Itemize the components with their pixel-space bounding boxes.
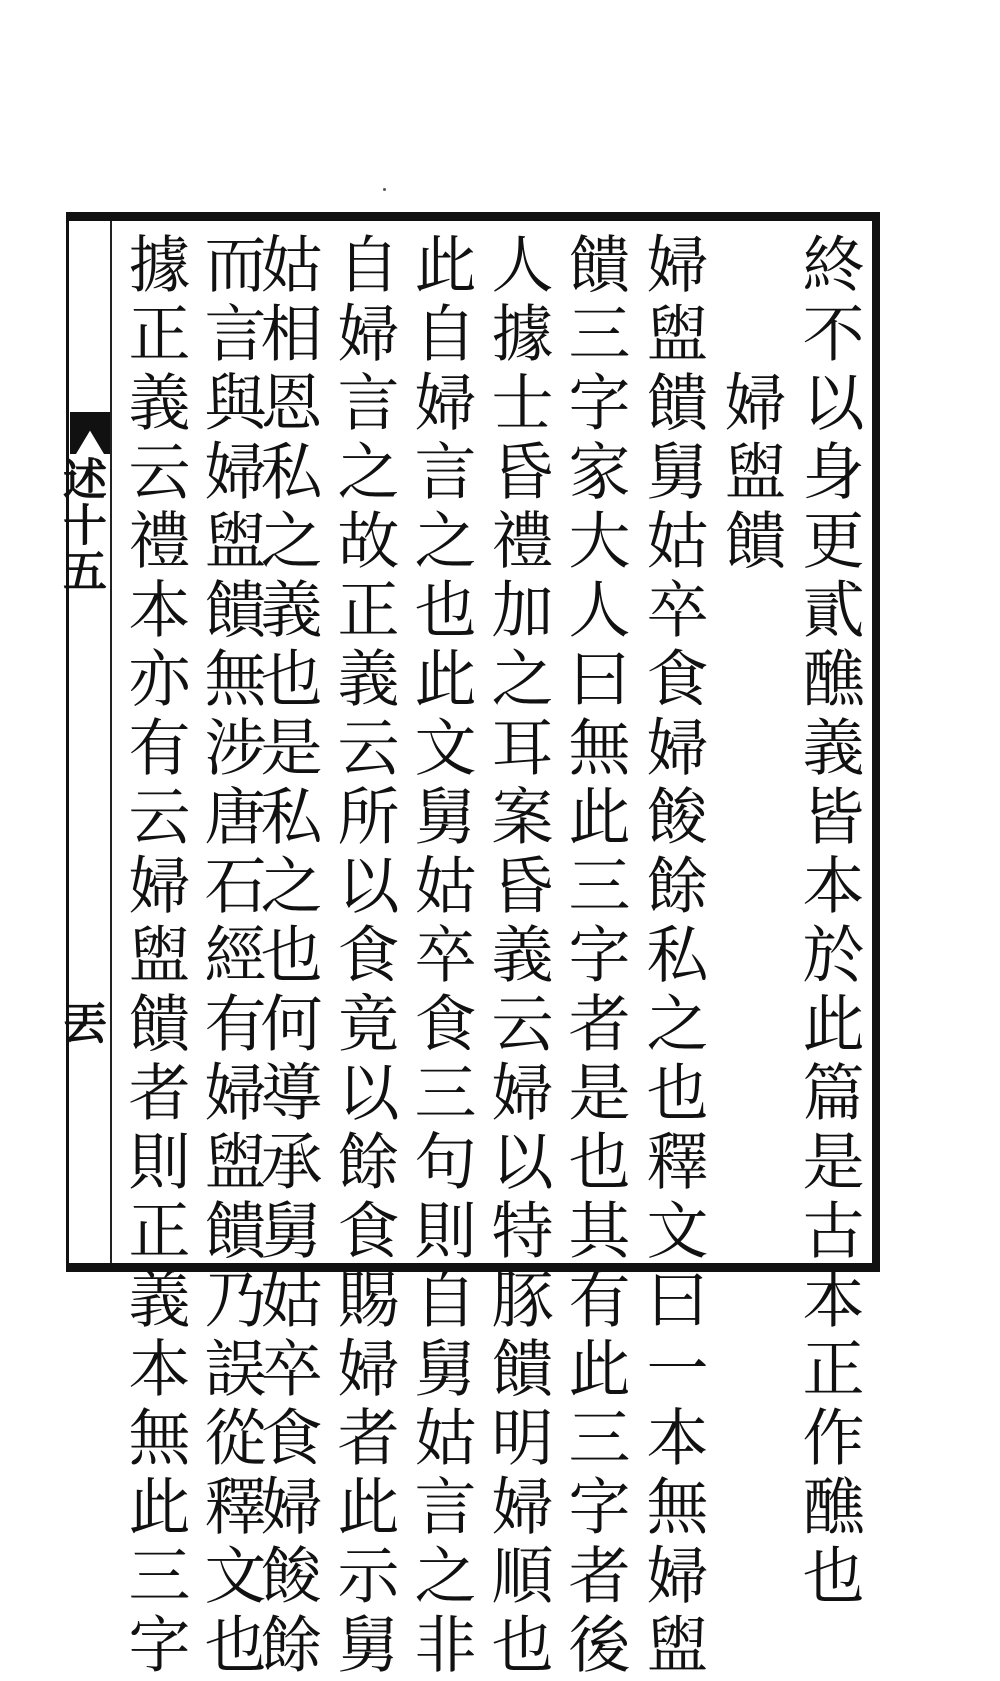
text-column-1: 終不以身更貳醮義皆本於此篇是古本正作醮也 [792,232,865,1612]
text-column-9: 而言與婦盥饋無涉唐石經有婦盥饋乃誤從釋文也 [194,232,267,1681]
text-column-8: 姑相恩私之義也是私之也何導承舅姑卒食婦餕餘 [250,232,323,1681]
text-column-5: 人據士昏禮加之耳案昏義云婦以特豚饋明婦順也 [481,232,554,1681]
margin-volume-label: 述十五 [55,456,106,594]
margin-page-number: 丟 [55,1000,106,1046]
text-column-6: 此自婦言之也此文舅姑卒食三句則自舅姑言之非 [404,232,477,1681]
text-column-4: 饋三字家大人曰無此三字者是也其有此三字者後 [558,232,631,1681]
text-column-2-heading: 婦盥饋 [714,370,787,577]
fishtail-mark [70,412,110,454]
frame-top-rule [66,212,879,221]
text-column-3: 婦盥饋舅姑卒食婦餕餘私之也釋文曰一本無婦盥 [636,232,709,1681]
stray-ink-dot [383,188,386,191]
text-column-7: 自婦言之故正義云所以食竟以餘食賜婦者此示舅 [327,232,400,1681]
frame-right-rule [872,212,880,1272]
text-column-10: 據正義云禮本亦有云婦盥饋者則正義本無此三字 [118,232,191,1681]
frame-left-rule [66,212,69,1272]
